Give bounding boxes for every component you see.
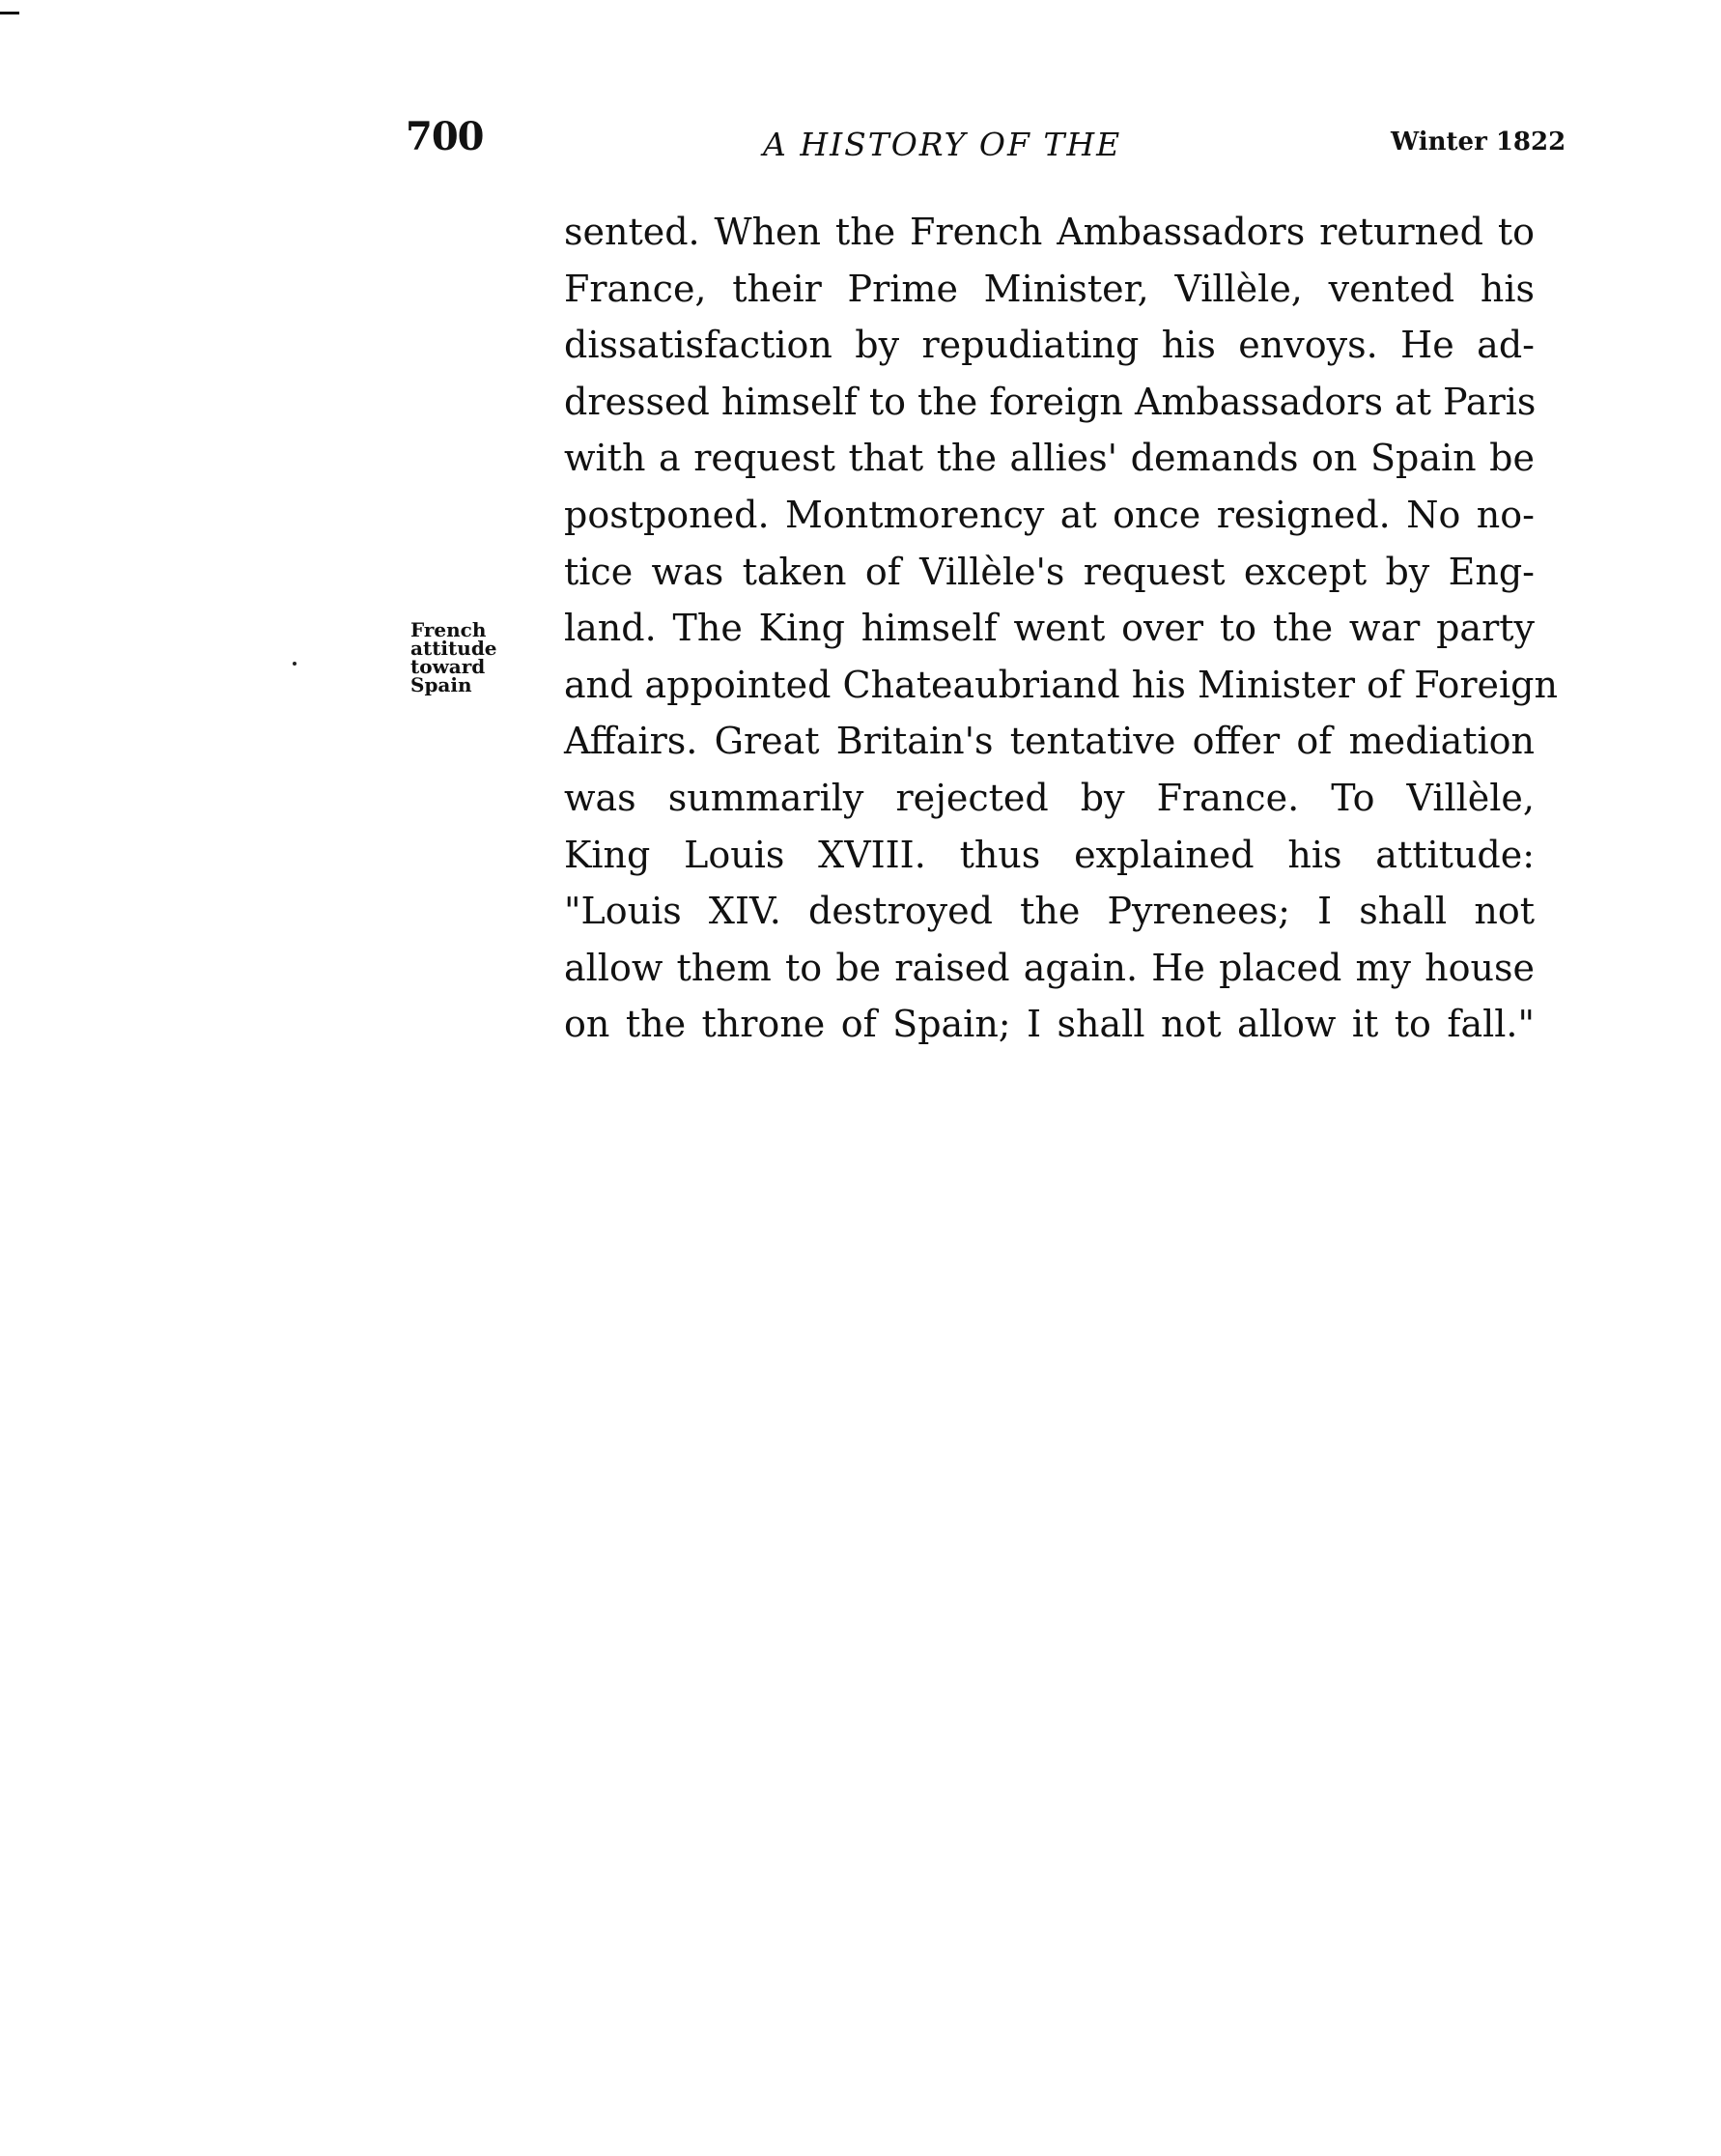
scan-speck <box>293 662 296 666</box>
scan-corner-mark <box>0 12 19 14</box>
running-title: A HISTORY OF THE <box>763 126 1122 163</box>
text-line: King Louis XVIII. thus explained his attitude: <box>564 833 1535 876</box>
text-line: Affairs. Great Britain's tentative offer of mediation <box>564 720 1535 763</box>
text-line: land. The King himself went over to the war party <box>564 607 1535 650</box>
margin-note-line: French <box>410 618 487 641</box>
text-line: with a request that the allies' demands on Spain be <box>564 437 1535 480</box>
text-line: allow them to be raised again. He placed my house <box>564 946 1535 989</box>
text-line: was summarily rejected by France. To Villèle, <box>564 776 1535 819</box>
text-line: dissatisfaction by repudiating his envoys. He ad- <box>564 324 1535 367</box>
running-date: Winter 1822 <box>1391 128 1566 156</box>
margin-note-line: attitude <box>410 637 497 660</box>
text-line: dressed himself to the foreign Ambassadors at Paris <box>564 380 1537 423</box>
margin-note <box>410 618 497 696</box>
text-line: and appointed Chateaubriand his Minister of Foreign <box>564 663 1558 706</box>
text-line: sented. When the French Ambassadors returned to <box>564 211 1535 253</box>
text-line: postponed. Montmorency at once resigned. No no- <box>564 493 1535 536</box>
page-number: 700 <box>406 114 484 159</box>
text-line: France, their Prime Minister, Villèle, vented his <box>564 267 1535 310</box>
text-line: "Louis XIV. destroyed the Pyrenees; I shall not <box>564 890 1535 933</box>
margin-note-line: Spain <box>410 673 472 696</box>
text-line: tice was taken of Villèle's request except by Eng- <box>564 550 1535 593</box>
margin-note-line: toward <box>410 655 486 678</box>
body-paragraph <box>564 204 1558 1053</box>
text-line: on the throne of Spain; I shall not allow it to fall." <box>564 1003 1535 1046</box>
